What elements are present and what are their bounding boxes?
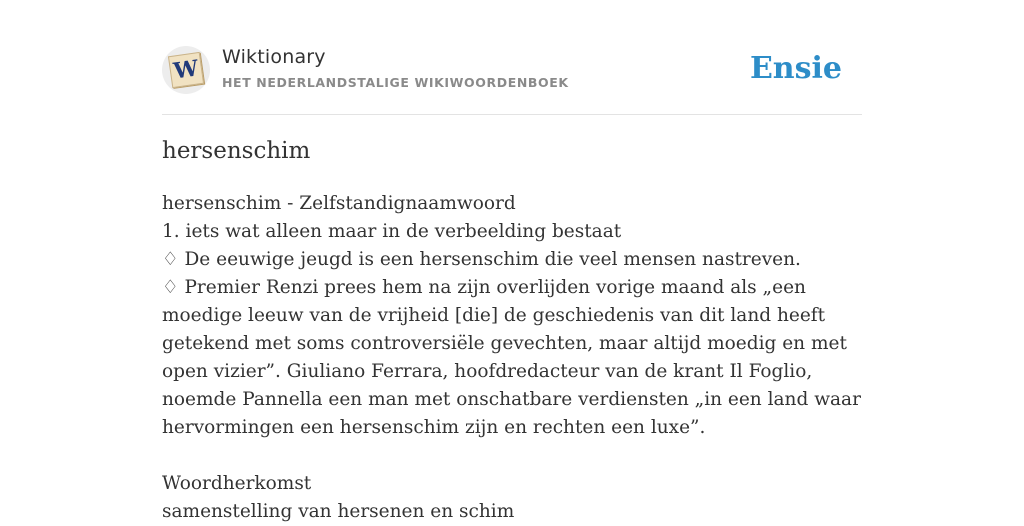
- spacer: [162, 442, 862, 470]
- wiktionary-logo[interactable]: [162, 46, 210, 94]
- site-subtitle: HET NEDERLANDSTALIGE WIKIWOORDENBOEK: [222, 75, 569, 90]
- etymology-text: samenstelling van hersenen en schim: [162, 501, 515, 522]
- site-title[interactable]: Wiktionary: [222, 46, 326, 68]
- page-container: [162, 0, 862, 522]
- page-title: hersenschim: [162, 138, 311, 164]
- logo-tile-icon: W: [168, 52, 204, 88]
- site-header: [162, 0, 862, 115]
- definition: 1. iets wat alleen maar in de verbeelding bestaat: [162, 221, 622, 242]
- entry-content: [162, 190, 862, 526]
- ensie-brand-logo[interactable]: Ensie: [749, 51, 842, 86]
- example-sentence: ♢ Premier Renzi prees hem na zijn overlijden vorige maand als „een moedige leeuw van de vrijheid [die] de geschiedenis van dit land heeft getekend met soms controversiële gevechten, maar altijd moedig en met open vizier”. Giuliano Ferrara, hoofdredacteur van de krant Il Foglio, noemde Pannella een man met onschatbare verdiensten „in een land waar hervormingen een hersenschim zijn en rechten een luxe”.: [162, 277, 861, 438]
- etymology-heading: Woordherkomst: [162, 473, 312, 494]
- entry-heading-line: hersenschim - Zelfstandignaamwoord: [162, 193, 516, 214]
- example-sentence: ♢ De eeuwige jeugd is een hersenschim die veel mensen nastreven.: [162, 249, 801, 270]
